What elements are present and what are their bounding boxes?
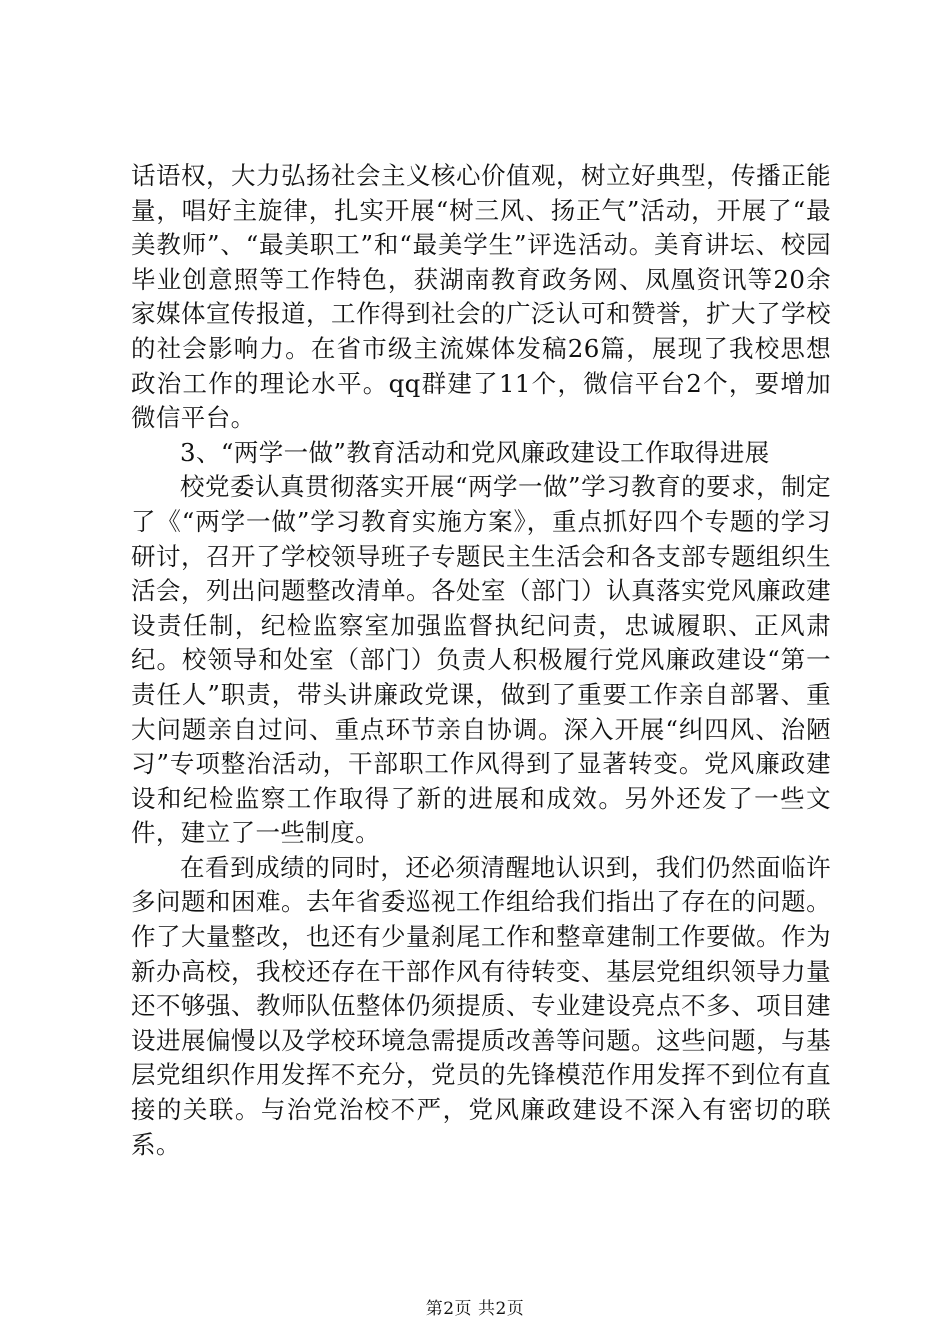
page-number-footer: 第2页 共2页: [425, 1299, 525, 1319]
paragraph-continuation: 话语权，大力弘扬社会主义核心价值观，树立好典型，传播正能量，唱好主旋律，扎实开展“树三风、扬正气”活动，开展了“最美教师”、“最美职工”和“最美学生”评选活动。美育讲坛、校园毕业创意照等工作特色，获湖南教育政务网、凤凰资讯等20余家媒体宣传报道，工作得到社会的广泛认可和赞誉，扩大了学校的社会影响力。在省市级主流媒体发稿26篇，展现了我校思想政治工作的理论水平。qq群建了11个，微信平台2个，要增加微信平台。: [131, 161, 831, 433]
paragraph-party-building: 校党委认真贯彻落实开展“两学一做”学习教育的要求，制定了《“两学一做”学习教育实施方案》，重点抓好四个专题的学习研讨，召开了学校领导班子专题民主生活会和各支部专题组织生活会，列出问题整改清单。各处室（部门）认真落实党风廉政建设责任制，纪检监察室加强监督执纪问责，忠诚履职、正风肃纪。校领导和处室（部门）负责人积极履行党风廉政建设“第一责任人”职责，带头讲廉政党课，做到了重要工作亲自部署、重大问题亲自过问、重点环节亲自协调。深入开展“纠四风、治陋习”专项整治活动，干部职工作风得到了显著转变。党风廉政建设和纪检监察工作取得了新的进展和成效。另外还发了一些文件，建立了一些制度。: [131, 472, 831, 848]
document-body: [131, 159, 831, 1162]
paragraph-problems: 在看到成绩的同时，还必须清醒地认识到，我们仍然面临许多问题和困难。去年省委巡视工作组给我们指出了存在的问题。作了大量整改，也还有少量刹尾工作和整章建制工作要做。作为新办高校，我校还存在干部作风有待转变、基层党组织领导力量还不够强、教师队伍整体仍须提质、专业建设亮点不多、项目建设进展偏慢以及学校环境急需提质改善等问题。这些问题，与基层党组织作用发挥不充分，党员的先锋模范作用发挥不到位有直接的关联。与治党治校不严，党风廉政建设不深入有密切的联系。: [131, 852, 831, 1159]
section-heading: 3、“两学一做”教育活动和党风廉政建设工作取得进展: [180, 437, 770, 467]
